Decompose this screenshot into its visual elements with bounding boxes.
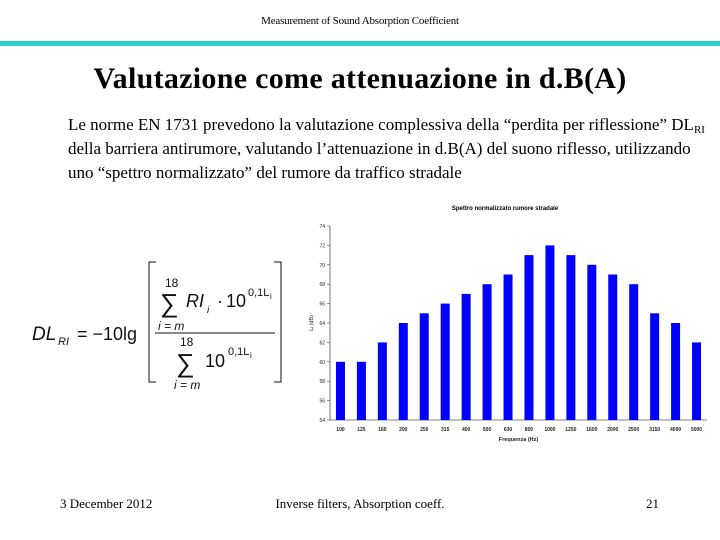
formula-num-exponent: 0,1L [248,287,270,299]
chart-bar [524,255,533,420]
chart-bar [357,362,366,420]
chart-x-tick-label: 160 [378,427,387,433]
chart-bar [671,323,680,420]
body-text-part2: della barriera antirumore, valutando l’attenuazione in d.B(A) del suono riflesso, utilizzando uno “spettro normalizzato” del rumore da traffico stradale [68,139,691,182]
body-text-part1: Le norme EN 1731 prevedono la valutazione complessiva della “perdita per riflessione” DL [68,115,694,134]
chart-x-axis-label: Frequenza (Hz) [498,437,539,443]
formula-num-term: RI [186,291,204,311]
chart-bar [420,313,429,420]
chart-x-tick-label: 250 [420,427,429,433]
chart-x-tick-label: 1600 [586,427,598,433]
chart-y-tick-label: 60 [319,359,325,366]
chart-x-tick-label: 1000 [544,427,556,433]
chart-bar [629,284,638,420]
chart-x-tick-label: 2500 [628,427,640,433]
chart-x-tick-label: 1250 [565,427,577,433]
body-paragraph [68,113,708,185]
chart-title: Spettro normalizzato rumore stradale [451,206,559,212]
chart-x-tick-label: 315 [441,427,450,433]
chart-x-tick-label: 200 [399,427,408,433]
chart-bar [692,342,701,420]
chart-bar [650,313,659,420]
chart-bar [462,294,471,420]
footer-date: 3 December 2012 [60,496,153,511]
formula-num-exponent-sub: i [270,292,272,301]
formula-den-upper-limit: 18 [180,335,194,349]
formula-den-exponent-sub: i [250,351,252,360]
chart-y-tick-label: 74 [319,224,325,230]
chart-x-tick-label: 500 [482,427,492,433]
chart-y-tick-label: 68 [319,282,325,289]
formula-lhs-sub: RI [58,336,69,348]
formula-left-bracket [149,262,156,382]
formula-num-term-sub: i [207,305,210,316]
chart-x-tick-label: 5000 [690,427,703,433]
chart-x-tick-label: 400 [461,427,471,433]
formula-num-sigma: ∑ [160,288,179,318]
chart-x-tick-label: 800 [524,427,534,433]
chart-bar [504,275,513,421]
footer-page-number: 21 [646,496,659,511]
formula-num-dot: · [217,291,223,311]
chart-y-tick-label: 54 [319,418,325,424]
chart-y-tick-label: 66 [319,301,325,308]
chart-bar [399,323,408,420]
formula-den-base: 10 [205,351,226,371]
chart-bar [378,342,387,420]
formula-den-lower-limit: i = m [174,378,201,392]
formula-right-bracket [274,262,281,382]
chart-x-tick-label: 2000 [607,427,619,433]
chart-bar [608,275,617,421]
chart-bar [336,362,345,420]
body-text-subscript: RI [693,124,705,136]
formula-num-upper-limit: 18 [165,276,179,290]
chart-x-tick-label: 3150 [649,427,661,433]
formula-lhs: DL [32,324,57,345]
chart-x-tick-label: 4000 [670,427,682,433]
formula-den-exponent: 0,1L [228,346,250,358]
formula-equals: = −10lg [77,324,138,344]
chart-bar [441,304,450,420]
chart-y-tick-label: 58 [319,379,325,386]
formula-den-sigma: ∑ [176,348,195,378]
formula-num-base: 10 [226,291,247,311]
chart-x-tick-label: 630 [503,427,513,433]
chart-y-tick-label: 56 [319,398,325,405]
chart-y-tick-label: 62 [319,340,325,347]
formula-num-lower-limit: i = m [158,319,185,333]
chart-y-axis-label: Lᵢ (dB) [309,315,315,331]
chart-x-tick-label: 125 [357,427,366,433]
slide-title: Valutazione come attenuazione in d.B(A) [93,62,627,95]
chart-y-tick-label: 72 [319,243,325,250]
chart-y-tick-label: 70 [319,262,325,269]
header-rule [0,41,720,46]
footer-center-text: Inverse filters, Absorption coeff. [275,496,445,511]
chart-bar [587,265,596,420]
chart-x-tick-label: 100 [336,427,345,433]
chart-y-tick-label: 64 [319,321,325,327]
chart-bar [483,284,492,420]
chart-bar [566,255,575,420]
chart-bar [545,245,554,420]
header-title: Measurement of Sound Absorption Coefficient [261,15,459,27]
